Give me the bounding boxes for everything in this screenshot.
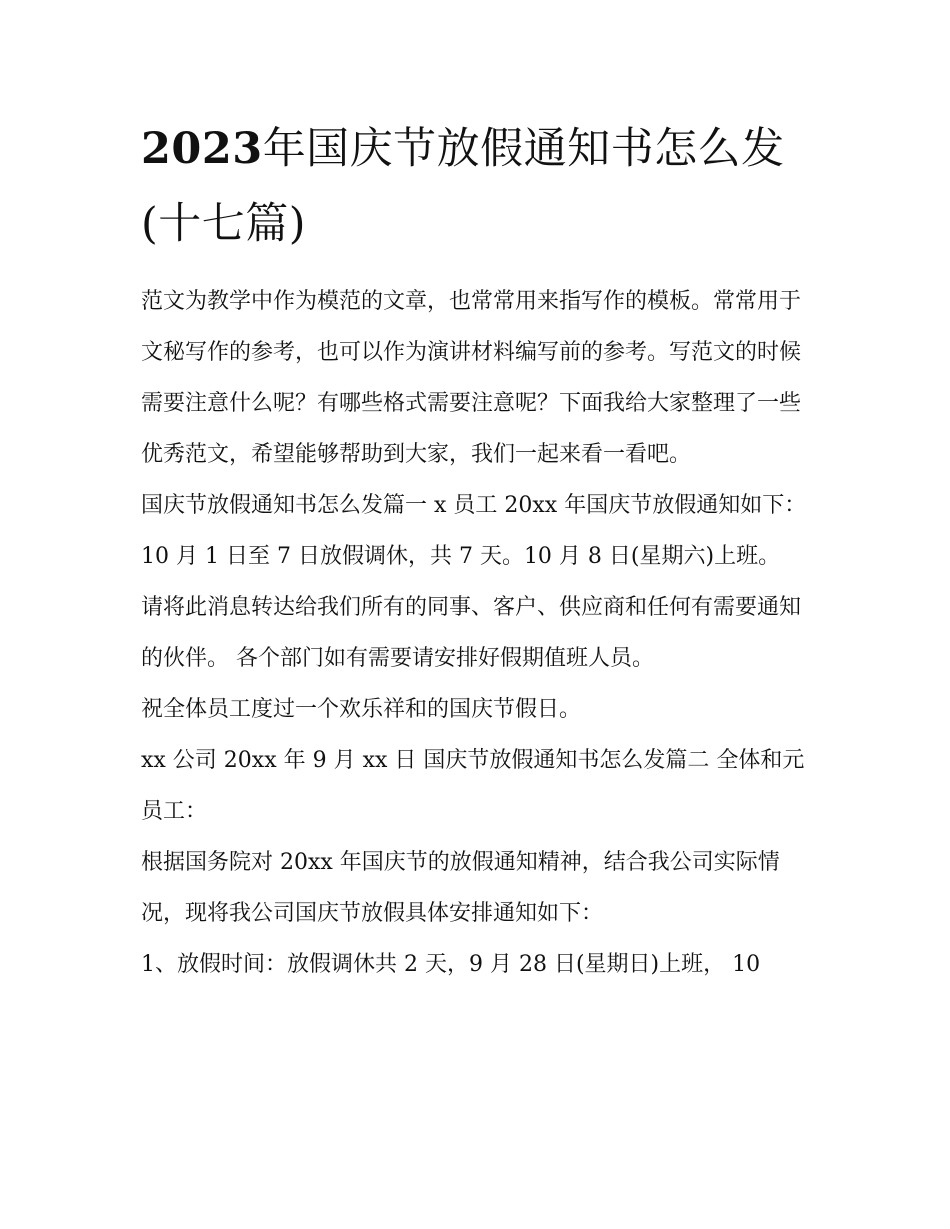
paragraph-forward-message: 请将此消息转达给我们所有的同事、客户、供应商和任何有需要通知的伙伴。 各个部门如有需要请安排好假期值班人员。 [141,595,802,671]
document-title [141,112,821,262]
paragraph-intro: 范文为教学中作为模范的文章，也常常用来指写作的模板。常常用于文秘写作的参考，也可以作为演讲材料编写前的参考。写范文的时候需要注意什么呢？有哪些格式需要注意呢？下面我给大家整理了一些优秀范文，希望能够帮助到大家，我们一起来看一看吧。 [141,289,802,467]
document-body [141,112,821,990]
title-text: 年国庆节放假通知书怎么发(十七篇) [141,124,785,249]
paragraph-wishes: 祝全体员工度过一个欢乐祥和的国庆节假日。 [141,697,582,722]
paragraph-notice-one: 国庆节放假通知书怎么发篇一 x 员工 20xx 年国庆节放假通知如下： 10 月 1 日至 7 日放假调休，共 7 天。10 月 8 日(星期六)上班。 [141,493,807,569]
paragraph-basis: 根据国务院对 20xx 年国庆节的放假通知精神，结合我公司实际情况，现将我公司国庆节放假具体安排通知如下： [141,850,780,926]
paragraph-holiday-time: 1、放假时间：放假调休共 2 天，9 月 28 日(星期日)上班， 10 [141,952,761,977]
title-year: 2023 [141,124,263,174]
paragraph-notice-two: xx 公司 20xx 年 9 月 xx 日 国庆节放假通知书怎么发篇二 全体和元员工： [141,748,805,824]
